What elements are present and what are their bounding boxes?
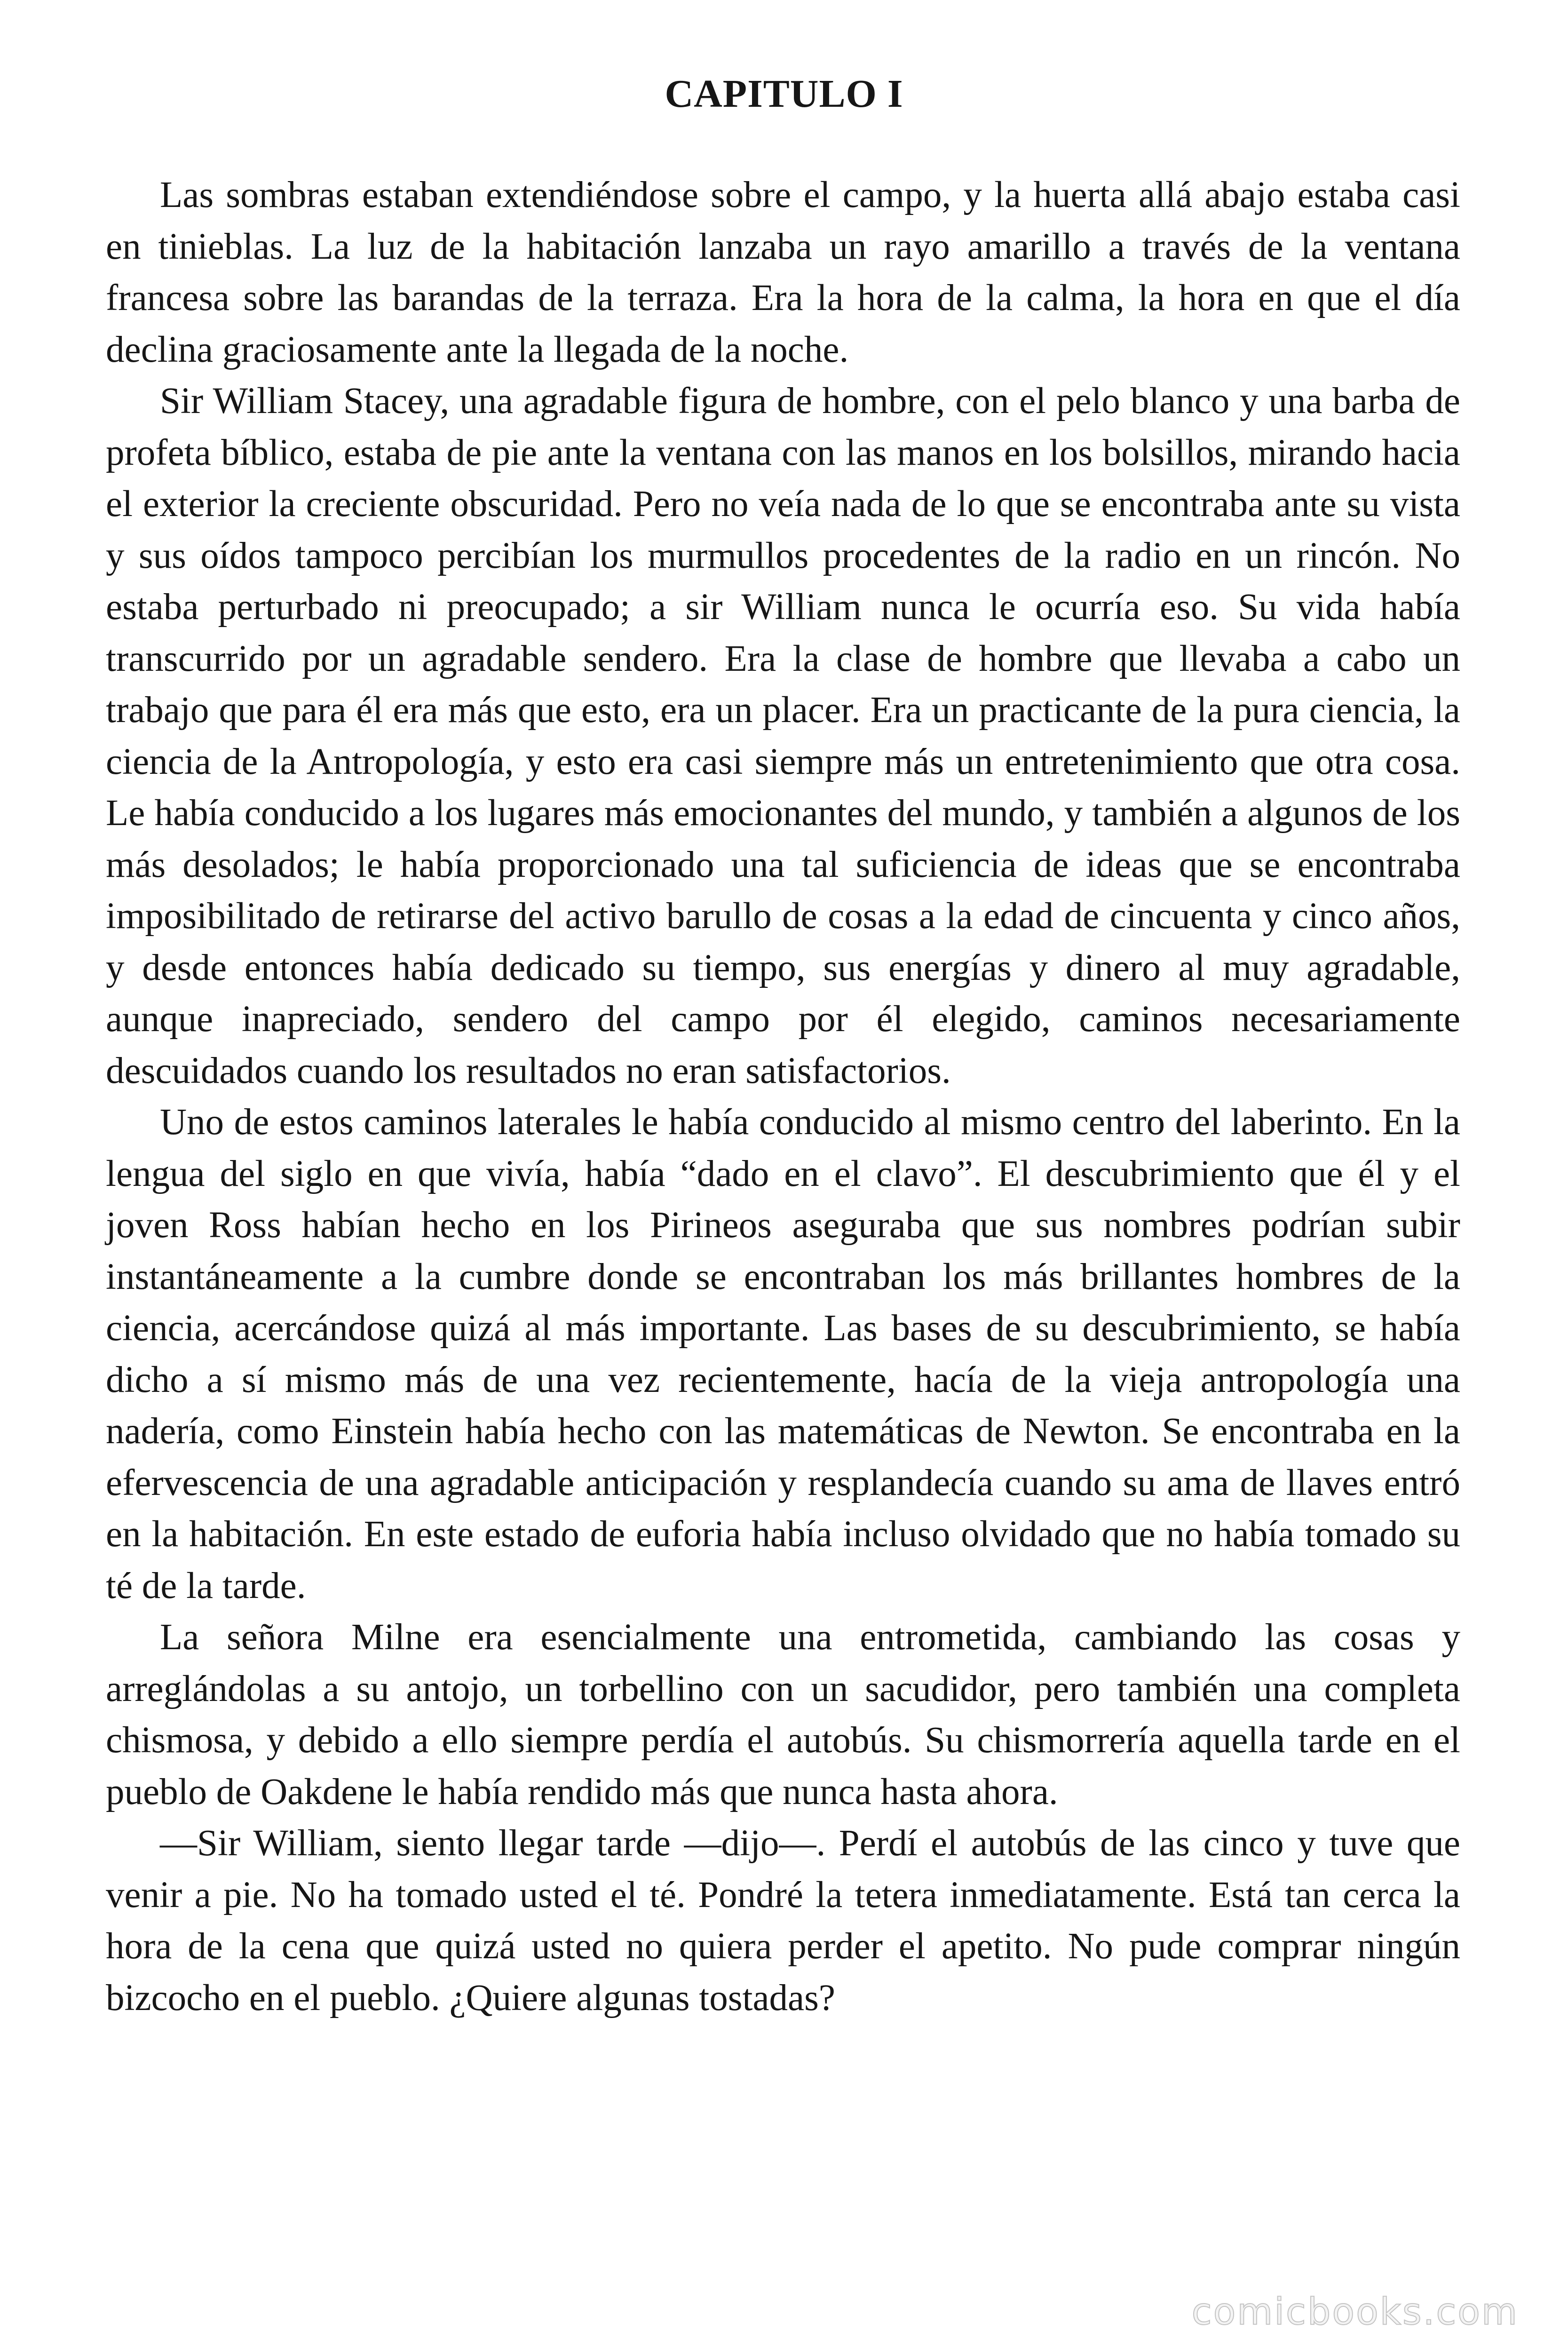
chapter-body xyxy=(106,169,1460,2024)
paragraph: —Sir William, siento llegar tarde —dijo—. Perdí el autobús de las cinco y tuve que venir a pie. No ha tomado usted el té. Pondré la tetera inmediatamente. Está tan cerca la hora de la cena que quizá usted no quiera perder el apetito. No pude comprar ningún bizcocho en el pueblo. ¿Quiere algunas tostadas? xyxy=(106,1823,1460,2018)
watermark: comicbooks.com xyxy=(1191,2291,1519,2333)
paragraph: La señora Milne era esencialmente una entrometida, cambiando las cosas y arreglándolas a su antojo, un torbellino con un sacudidor, pero también una completa chismosa, y debido a ello siempre perdía el autobús. Su chismorrería aquella tarde en el pueblo de Oakdene le había rendido más que nunca hasta ahora. xyxy=(106,1617,1460,1812)
paragraph: Las sombras estaban extendiéndose sobre el campo, y la huerta allá abajo estaba casi en tinieblas. La luz de la habitación lanzaba un rayo amarillo a través de la ventana francesa sobre las barandas de la terraza. Era la hora de la calma, la hora en que el día declina graciosamente ante la llegada de la noche. xyxy=(106,175,1460,370)
chapter-title: CAPITULO I xyxy=(665,72,903,116)
paragraph: Uno de estos caminos laterales le había conducido al mismo centro del laberinto. En la lengua del siglo en que vivía, había “dado en el clavo”. El descubrimiento que él y el joven Ross habían hecho en los Pirineos aseguraba que sus nombres podrían subir instantáneamente a la cumbre donde se encontraban los más brillantes hombres de la ciencia, acercándose quizá al más importante. Las bases de su descubrimiento, se había dicho a sí mismo más de una vez recientemente, hacía de la vieja antropología una nadería, como Einstein había hecho con las matemáticas de Newton. Se encontraba en la efervescencia de una agradable anticipación y resplandecía cuando su ama de llaves entró en la habitación. En este estado de euforia había incluso olvidado que no había tomado su té de la tarde. xyxy=(106,1102,1460,1606)
paragraph: Sir William Stacey, una agradable figura de hombre, con el pelo blanco y una barba de profeta bíblico, estaba de pie ante la ventana con las manos en los bolsillos, mirando hacia el exterior la creciente obscuridad. Pero no veía nada de lo que se encontraba ante su vista y sus oídos tampoco percibían los murmullos procedentes de la radio en un rincón. No estaba perturbado ni preocupado; a sir William nunca le ocurría eso. Su vida había transcurrido por un agradable sendero. Era la clase de hombre que llevaba a cabo un trabajo que para él era más que esto, era un placer. Era un practicante de la pura ciencia, la ciencia de la Antropología, y esto era casi siempre más un entretenimiento que otra cosa. Le había conducido a los lugares más emocionantes del mundo, y también a algunos de los más desolados; le había proporcionado una tal suficiencia de ideas que se encontraba imposibilitado de retirarse del activo barullo de cosas a la edad de cincuenta y cinco años, y desde entonces había dedicado su tiempo, sus energías y dinero al muy agradable, aunque inapreciado, sendero del campo por él elegido, caminos necesariamente descuidados cuando los resultados no eran satisfactorios. xyxy=(106,381,1460,1091)
